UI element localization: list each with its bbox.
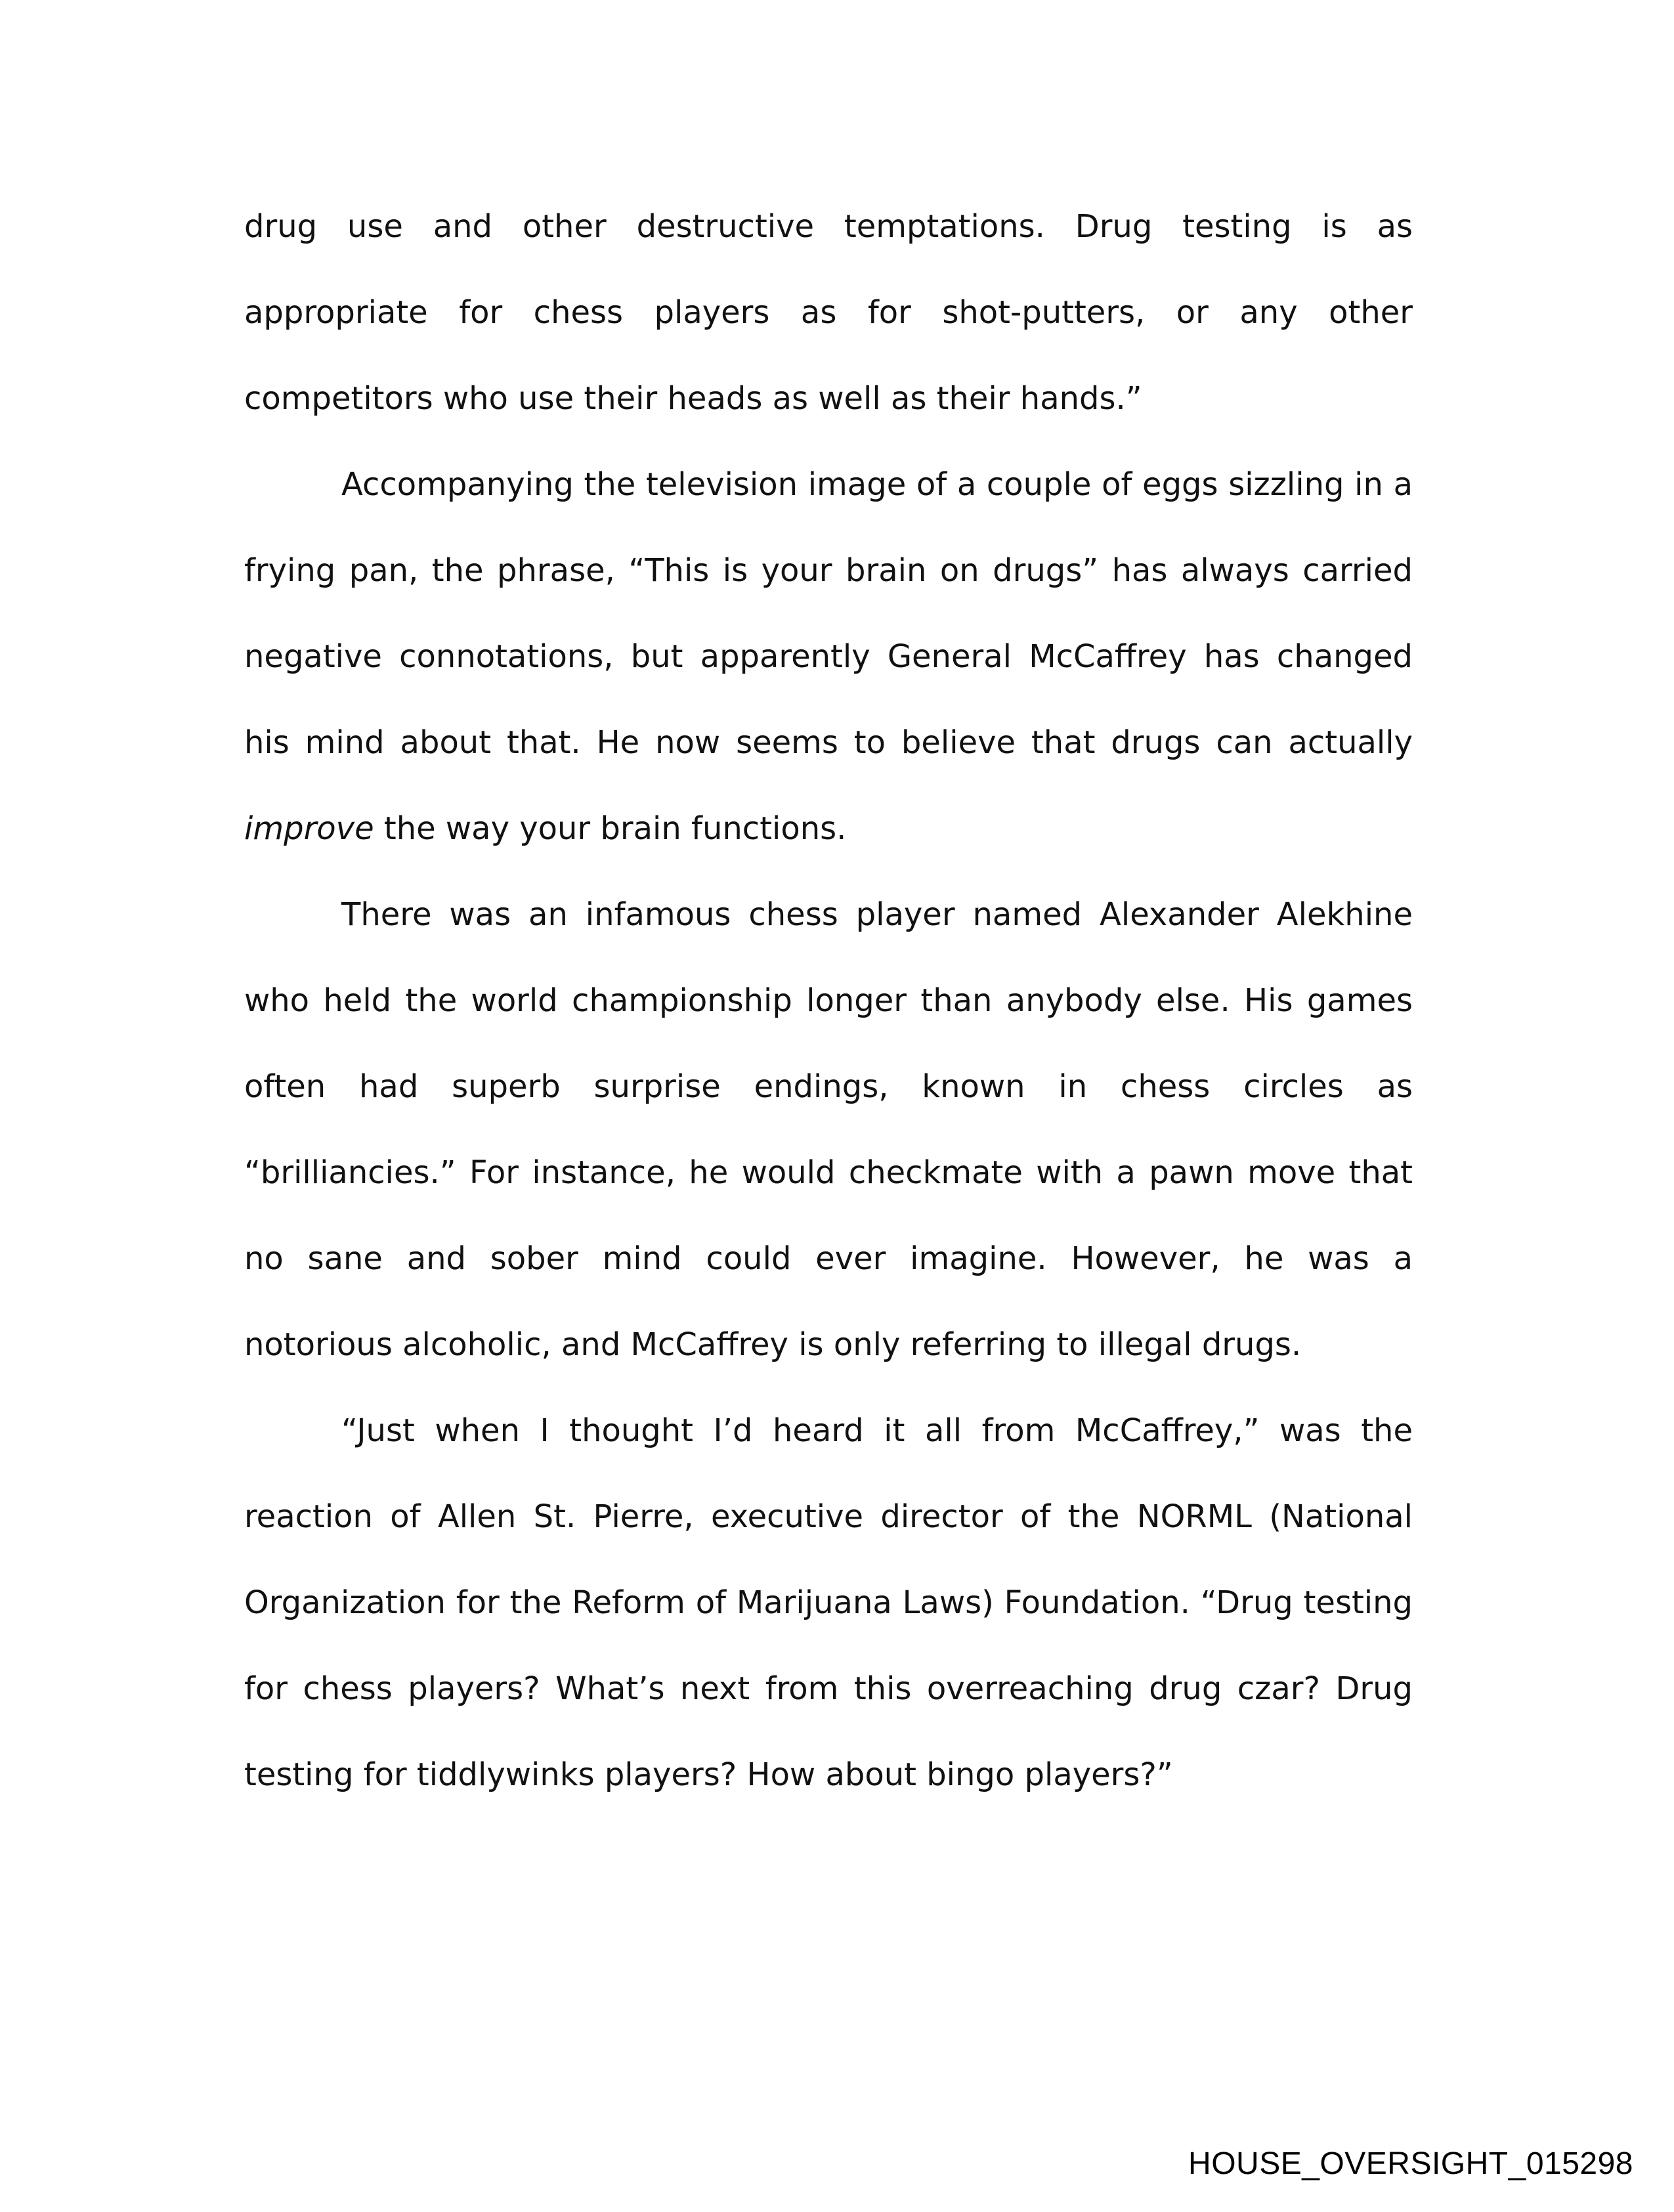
emphasis-word: improve bbox=[244, 810, 374, 847]
paragraph-3: There was an infamous chess player named Alexander Alekhine who held the world championship longer than anybody else. His games often had superb surprise endings, known in chess circles as “brilliancies.” For instance, he would checkmate with a pawn move that no sane and sober mind could ever imagine. However, he was a notorious alcoholic, and McCaffrey is only referring to illegal drugs. bbox=[244, 896, 1413, 1363]
paragraph-2 bbox=[244, 442, 1413, 872]
paragraph-2-text-before: Accompanying the television image of a couple of eggs sizzling in a frying pan, the phrase, “This is your brain on drugs” has always carried negative connotations, but apparently General McCaffrey has changed his mind about that. He now seems to believe that drugs can actually bbox=[244, 466, 1413, 761]
paragraph-2-text-after: the way your brain functions. bbox=[374, 810, 847, 847]
paragraph-4: “Just when I thought I’d heard it all from McCaffrey,” was the reaction of Allen St. Pierre, executive director of the NORML (National Organization for the Reform of Marijuana Laws) Foundation. “Drug testing for chess players? What’s next from this overreaching drug czar? Drug testing for tiddlywinks players? How about bingo players?” bbox=[244, 1412, 1413, 1793]
body-text bbox=[244, 184, 1413, 1818]
paragraph-1: drug use and other destructive temptations. Drug testing is as appropriate for chess players as for shot-putters, or any other competitors who use their heads as well as their hands.” bbox=[244, 208, 1413, 417]
bates-number: HOUSE_OVERSIGHT_015298 bbox=[1188, 2146, 1633, 2181]
